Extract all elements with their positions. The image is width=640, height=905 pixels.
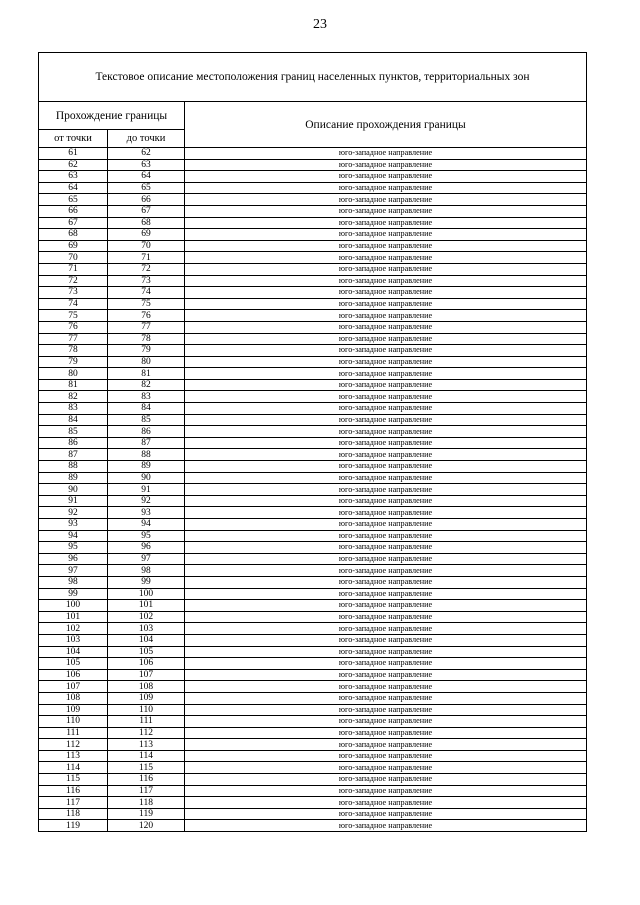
description-cell: юго-западное направление [185, 808, 587, 820]
from-point-cell: 113 [39, 750, 108, 762]
table-row [39, 472, 587, 484]
from-point-cell: 107 [39, 681, 108, 693]
description-cell: юго-западное направление [185, 449, 587, 461]
to-point-cell: 75 [108, 298, 185, 310]
description-cell: юго-западное направление [185, 634, 587, 646]
description-cell: юго-западное направление [185, 658, 587, 670]
from-point-cell: 85 [39, 426, 108, 438]
from-point-cell: 101 [39, 611, 108, 623]
from-point-cell: 105 [39, 658, 108, 670]
table-row [39, 426, 587, 438]
to-point-cell: 63 [108, 159, 185, 171]
to-point-cell: 114 [108, 750, 185, 762]
boundary-table [38, 52, 587, 832]
table-row [39, 692, 587, 704]
table-row [39, 774, 587, 786]
to-point-cell: 87 [108, 437, 185, 449]
table-row [39, 669, 587, 681]
description-cell: юго-западное направление [185, 484, 587, 496]
table-row [39, 716, 587, 728]
table-row [39, 553, 587, 565]
to-point-cell: 104 [108, 634, 185, 646]
from-point-cell: 112 [39, 739, 108, 751]
description-cell: юго-западное направление [185, 797, 587, 809]
table-row [39, 379, 587, 391]
from-point-cell: 99 [39, 588, 108, 600]
description-cell: юго-западное направление [185, 623, 587, 635]
table-row [39, 519, 587, 531]
to-point-cell: 62 [108, 148, 185, 160]
to-point-cell: 72 [108, 263, 185, 275]
description-cell: юго-западное направление [185, 576, 587, 588]
to-point-cell: 119 [108, 808, 185, 820]
table-row [39, 356, 587, 368]
to-point-cell: 98 [108, 565, 185, 577]
table-row [39, 576, 587, 588]
table-row [39, 205, 587, 217]
description-cell: юго-западное направление [185, 507, 587, 519]
to-point-cell: 64 [108, 171, 185, 183]
to-point-cell: 79 [108, 345, 185, 357]
to-point-cell: 82 [108, 379, 185, 391]
to-point-cell: 106 [108, 658, 185, 670]
to-point-cell: 97 [108, 553, 185, 565]
from-point-cell: 72 [39, 275, 108, 287]
table-title: Текстовое описание местоположения границ населенных пунктов, территориальных зон [39, 53, 587, 102]
from-point-cell: 65 [39, 194, 108, 206]
table-row [39, 194, 587, 206]
table-row [39, 797, 587, 809]
to-point-cell: 102 [108, 611, 185, 623]
table-row [39, 148, 587, 160]
from-point-cell: 90 [39, 484, 108, 496]
description-cell: юго-западное направление [185, 669, 587, 681]
to-point-cell: 77 [108, 321, 185, 333]
to-point-cell: 89 [108, 461, 185, 473]
to-point-cell: 67 [108, 205, 185, 217]
from-point-cell: 73 [39, 287, 108, 299]
from-point-cell: 86 [39, 437, 108, 449]
to-point-cell: 112 [108, 727, 185, 739]
description-cell: юго-западное направление [185, 530, 587, 542]
table-row [39, 368, 587, 380]
from-point-cell: 69 [39, 240, 108, 252]
to-point-cell: 69 [108, 229, 185, 241]
description-cell: юго-западное направление [185, 379, 587, 391]
from-point-cell: 79 [39, 356, 108, 368]
description-cell: юго-западное направление [185, 646, 587, 658]
description-cell: юго-западное направление [185, 171, 587, 183]
from-point-cell: 102 [39, 623, 108, 635]
to-point-cell: 101 [108, 600, 185, 612]
description-cell: юго-западное направление [185, 704, 587, 716]
from-point-cell: 76 [39, 321, 108, 333]
table-row [39, 611, 587, 623]
description-cell: юго-западное направление [185, 148, 587, 160]
description-cell: юго-западное направление [185, 600, 587, 612]
to-point-cell: 100 [108, 588, 185, 600]
page-number: 23 [313, 17, 327, 32]
table-row [39, 321, 587, 333]
to-point-cell: 113 [108, 739, 185, 751]
description-cell: юго-западное направление [185, 182, 587, 194]
to-point-cell: 90 [108, 472, 185, 484]
to-point-cell: 110 [108, 704, 185, 716]
to-point-cell: 93 [108, 507, 185, 519]
description-cell: юго-западное направление [185, 194, 587, 206]
description-cell: юго-западное направление [185, 820, 587, 832]
table-header-row [39, 102, 587, 130]
table-row [39, 345, 587, 357]
to-point-cell: 99 [108, 576, 185, 588]
table-row [39, 252, 587, 264]
from-point-cell: 114 [39, 762, 108, 774]
table-row [39, 623, 587, 635]
table-row [39, 403, 587, 415]
from-point-cell: 89 [39, 472, 108, 484]
table-row [39, 437, 587, 449]
from-point-cell: 95 [39, 542, 108, 554]
to-point-cell: 83 [108, 391, 185, 403]
table-row [39, 727, 587, 739]
description-cell: юго-западное направление [185, 750, 587, 762]
to-point-cell: 120 [108, 820, 185, 832]
from-point-cell: 63 [39, 171, 108, 183]
to-point-cell: 116 [108, 774, 185, 786]
description-cell: юго-западное направление [185, 472, 587, 484]
from-point-cell: 78 [39, 345, 108, 357]
to-point-cell: 108 [108, 681, 185, 693]
description-cell: юго-западное направление [185, 461, 587, 473]
to-point-cell: 80 [108, 356, 185, 368]
to-point-cell: 88 [108, 449, 185, 461]
table-row [39, 681, 587, 693]
description-cell: юго-западное направление [185, 495, 587, 507]
to-point-cell: 96 [108, 542, 185, 554]
description-cell: юго-западное направление [185, 275, 587, 287]
from-point-cell: 106 [39, 669, 108, 681]
description-cell: юго-западное направление [185, 739, 587, 751]
from-point-cell: 111 [39, 727, 108, 739]
to-point-cell: 118 [108, 797, 185, 809]
from-point-cell: 80 [39, 368, 108, 380]
to-point-cell: 103 [108, 623, 185, 635]
to-point-cell: 78 [108, 333, 185, 345]
from-point-cell: 92 [39, 507, 108, 519]
description-cell: юго-западное направление [185, 240, 587, 252]
description-cell: юго-западное направление [185, 391, 587, 403]
to-point-cell: 71 [108, 252, 185, 264]
from-point-cell: 87 [39, 449, 108, 461]
to-point-cell: 84 [108, 403, 185, 415]
table-row [39, 391, 587, 403]
description-cell: юго-западное направление [185, 298, 587, 310]
description-cell: юго-западное направление [185, 692, 587, 704]
from-point-cell: 61 [39, 148, 108, 160]
from-point-cell: 100 [39, 600, 108, 612]
table-row [39, 298, 587, 310]
from-point-cell: 67 [39, 217, 108, 229]
from-point-cell: 74 [39, 298, 108, 310]
table-row [39, 820, 587, 832]
from-point-cell: 94 [39, 530, 108, 542]
table-row [39, 171, 587, 183]
from-point-cell: 68 [39, 229, 108, 241]
description-cell: юго-западное направление [185, 263, 587, 275]
to-point-cell: 111 [108, 716, 185, 728]
description-cell: юго-западное направление [185, 519, 587, 531]
table-row [39, 588, 587, 600]
from-point-cell: 104 [39, 646, 108, 658]
from-point-cell: 84 [39, 414, 108, 426]
from-point-cell: 75 [39, 310, 108, 322]
description-cell: юго-западное направление [185, 333, 587, 345]
table-row [39, 507, 587, 519]
description-cell: юго-западное направление [185, 611, 587, 623]
description-cell: юго-западное направление [185, 229, 587, 241]
description-cell: юго-западное направление [185, 542, 587, 554]
description-cell: юго-западное направление [185, 437, 587, 449]
table-row [39, 658, 587, 670]
to-point-cell: 94 [108, 519, 185, 531]
table-row [39, 310, 587, 322]
table-row [39, 530, 587, 542]
table-row [39, 263, 587, 275]
to-point-cell: 81 [108, 368, 185, 380]
description-cell: юго-западное направление [185, 310, 587, 322]
description-cell: юго-западное направление [185, 205, 587, 217]
description-cell: юго-западное направление [185, 716, 587, 728]
from-point-cell: 103 [39, 634, 108, 646]
description-cell: юго-западное направление [185, 217, 587, 229]
table-title-row [39, 53, 587, 102]
from-point-cell: 71 [39, 263, 108, 275]
from-point-cell: 98 [39, 576, 108, 588]
to-point-cell: 74 [108, 287, 185, 299]
table-row [39, 449, 587, 461]
header-to-point: до точки [108, 130, 185, 148]
header-description: Описание прохождения границы [185, 102, 587, 148]
description-cell: юго-западное направление [185, 762, 587, 774]
table-row [39, 414, 587, 426]
table-row [39, 182, 587, 194]
description-cell: юго-западное направление [185, 553, 587, 565]
to-point-cell: 73 [108, 275, 185, 287]
to-point-cell: 115 [108, 762, 185, 774]
description-cell: юго-западное направление [185, 565, 587, 577]
to-point-cell: 105 [108, 646, 185, 658]
to-point-cell: 91 [108, 484, 185, 496]
to-point-cell: 70 [108, 240, 185, 252]
from-point-cell: 88 [39, 461, 108, 473]
from-point-cell: 97 [39, 565, 108, 577]
table-row [39, 240, 587, 252]
table-row [39, 808, 587, 820]
to-point-cell: 66 [108, 194, 185, 206]
table-row [39, 287, 587, 299]
table-row [39, 461, 587, 473]
table-row [39, 739, 587, 751]
from-point-cell: 110 [39, 716, 108, 728]
to-point-cell: 65 [108, 182, 185, 194]
from-point-cell: 117 [39, 797, 108, 809]
table-row [39, 600, 587, 612]
table-row [39, 750, 587, 762]
description-cell: юго-западное направление [185, 681, 587, 693]
description-cell: юго-западное направление [185, 588, 587, 600]
from-point-cell: 91 [39, 495, 108, 507]
from-point-cell: 77 [39, 333, 108, 345]
table-row [39, 785, 587, 797]
description-cell: юго-западное направление [185, 774, 587, 786]
description-cell: юго-западное направление [185, 252, 587, 264]
from-point-cell: 118 [39, 808, 108, 820]
description-cell: юго-западное направление [185, 403, 587, 415]
description-cell: юго-западное направление [185, 159, 587, 171]
description-cell: юго-западное направление [185, 414, 587, 426]
header-boundary-passage: Прохождение границы [39, 102, 185, 130]
to-point-cell: 109 [108, 692, 185, 704]
table-row [39, 275, 587, 287]
to-point-cell: 92 [108, 495, 185, 507]
description-cell: юго-западное направление [185, 785, 587, 797]
to-point-cell: 86 [108, 426, 185, 438]
table-row [39, 704, 587, 716]
from-point-cell: 93 [39, 519, 108, 531]
from-point-cell: 70 [39, 252, 108, 264]
from-point-cell: 82 [39, 391, 108, 403]
table-row [39, 217, 587, 229]
from-point-cell: 119 [39, 820, 108, 832]
table-row [39, 495, 587, 507]
table-row [39, 646, 587, 658]
table-row [39, 565, 587, 577]
to-point-cell: 107 [108, 669, 185, 681]
from-point-cell: 115 [39, 774, 108, 786]
to-point-cell: 85 [108, 414, 185, 426]
table-row [39, 229, 587, 241]
table-row [39, 762, 587, 774]
to-point-cell: 95 [108, 530, 185, 542]
to-point-cell: 76 [108, 310, 185, 322]
from-point-cell: 116 [39, 785, 108, 797]
from-point-cell: 108 [39, 692, 108, 704]
from-point-cell: 64 [39, 182, 108, 194]
header-from-point: от точки [39, 130, 108, 148]
table-body [39, 148, 587, 832]
table-row [39, 159, 587, 171]
description-cell: юго-западное направление [185, 287, 587, 299]
description-cell: юго-западное направление [185, 727, 587, 739]
from-point-cell: 62 [39, 159, 108, 171]
description-cell: юго-западное направление [185, 356, 587, 368]
to-point-cell: 117 [108, 785, 185, 797]
description-cell: юго-западное направление [185, 345, 587, 357]
description-cell: юго-западное направление [185, 426, 587, 438]
description-cell: юго-западное направление [185, 321, 587, 333]
description-cell: юго-западное направление [185, 368, 587, 380]
from-point-cell: 109 [39, 704, 108, 716]
from-point-cell: 96 [39, 553, 108, 565]
table-row [39, 333, 587, 345]
from-point-cell: 66 [39, 205, 108, 217]
from-point-cell: 83 [39, 403, 108, 415]
table-row [39, 634, 587, 646]
table-row [39, 542, 587, 554]
to-point-cell: 68 [108, 217, 185, 229]
table-row [39, 484, 587, 496]
from-point-cell: 81 [39, 379, 108, 391]
